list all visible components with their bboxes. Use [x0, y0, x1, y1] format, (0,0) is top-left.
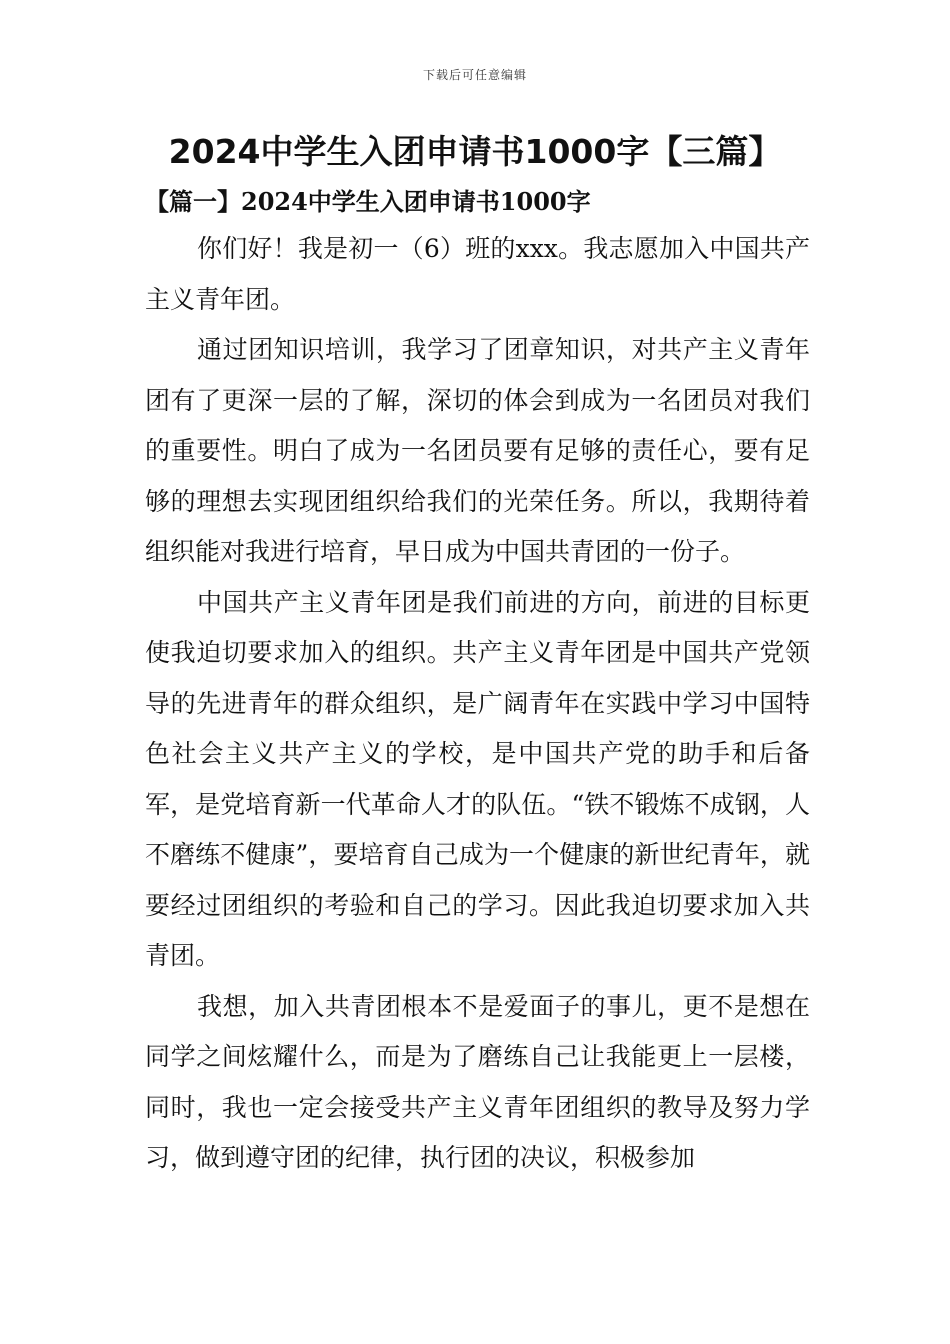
section-heading: 【篇一】2024中学生入团申请书1000字 — [145, 187, 591, 216]
document-title: 2024中学生入团申请书1000字【三篇】 — [168, 132, 782, 171]
paragraph: 我想，加入共青团根本不是爱面子的事儿，更不是想在同学之间炫耀什么，而是为了磨练自己让我能更上一层楼，同时，我也一定会接受共产主义青年团组织的教导及努力学习，做到遵守团的纪律，执行团的决议，积极参加 — [145, 991, 810, 1172]
paragraph: 你们好！我是初一（6）班的xxx。我志愿加入中国共产主义青年团。 — [145, 234, 810, 314]
paragraph: 中国共产主义青年团是我们前进的方向，前进的目标更使我迫切要求加入的组织。共产主义青年团是中国共产党领导的先进青年的群众组织，是广阔青年在实践中学习中国特色社会主义共产主义的学校，是中国共产党的助手和后备军，是党培育新一代革命人才的队伍。“铁不锻炼不成钢，人不磨练不健康”，要培育自己成为一个健康的新世纪青年，就要经过团组织的考验和自己的学习。因此我迫切要求加入共青团。 — [145, 587, 810, 970]
paragraph: 通过团知识培训，我学习了团章知识，对共产主义青年团有了更深一层的了解，深切的体会到成为一名团员对我们的重要性。明白了成为一名团员要有足够的责任心，要有足够的理想去实现团组织给我们的光荣任务。所以，我期待着组织能对我进行培育，早日成为中国共青团的一份子。 — [145, 335, 810, 566]
body-text — [145, 224, 810, 1184]
header-note: 下载后可任意编辑 — [422, 68, 527, 82]
